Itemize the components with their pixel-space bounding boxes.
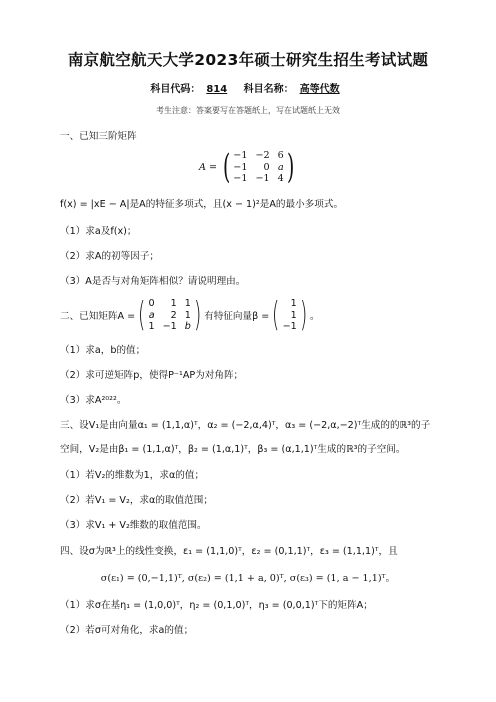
q2-matrix-cell: −1 <box>162 321 177 332</box>
q1-matrix-cell: 6 <box>277 150 284 161</box>
q2-matrix-cell: 1 <box>184 298 191 309</box>
q2-matrix <box>148 298 190 333</box>
q1-matrix-cell: a <box>277 161 284 173</box>
left-paren: ( <box>223 147 231 188</box>
exam-notice: 考生注意：答案要写在答题纸上，写在试题纸上无效 <box>156 106 340 115</box>
q2-part-3: （3）求A²⁰²²。 <box>60 395 127 406</box>
q2-part-1: （1）求a，b的值； <box>60 345 146 356</box>
q1-part-3: （3）A是否与对角矩阵相似？请说明理由。 <box>60 276 246 287</box>
q2-matrix-cell: 1 <box>184 309 191 321</box>
q1-part-2: （2）求A的初等因子； <box>60 251 160 262</box>
q2-matrix-cell: 1 <box>148 321 155 332</box>
q4-part-2: （2）若σ可对角化，求a的值； <box>60 625 194 636</box>
q3-part-1: （1）若V₂的维数为1，求α的值； <box>60 470 205 481</box>
q1-matrix-cell: −1 <box>233 161 248 173</box>
q1-part-1: （1）求a及f(x)； <box>60 226 137 237</box>
q2-matrix-cell: 0 <box>148 298 155 309</box>
right-paren: ) <box>299 295 308 336</box>
q1-matrix-cell: −1 <box>233 150 248 161</box>
q3-line-2: 空间，V₂是由β₁ = (1,1,α)ᵀ，β₂ = (1,α,1)ᵀ，β₃ = (α,1,1)ᵀ生成的ℝ³的子空间。 <box>60 444 406 455</box>
q2-matrix-cell: b <box>184 321 191 332</box>
q2-middle: 有特征向量β = <box>204 311 270 323</box>
q2-matrix-cell: a <box>148 309 155 321</box>
q2-prefix: 二、已知矩阵A = <box>60 311 136 323</box>
q1-heading: 一、已知三阶矩阵 <box>60 131 137 142</box>
q3-line-1: 三、设V₁是由向量α₁ = (1,1,α)ᵀ，α₂ = (−2,α,4)ᵀ，α₃ = (−2,α,−2)ᵀ生成的的ℝ³的子 <box>60 420 431 431</box>
subject-code-label: 科目代码： <box>150 84 201 95</box>
left-paren: ( <box>138 295 146 336</box>
q1-matrix-cell: −1 <box>233 173 248 184</box>
left-paren: ( <box>272 295 280 336</box>
q1-matrix-cell: 4 <box>277 173 284 184</box>
q1-description: f(x) = |xE − A|是A的特征多项式，且(x − 1)²是A的最小多项式。 <box>60 199 344 210</box>
q1-matrix-cell: −2 <box>255 150 270 161</box>
q2-vector-cell: −1 <box>282 321 297 332</box>
q2-vector <box>283 298 297 333</box>
q1-matrix-cell: 0 <box>263 161 270 173</box>
q1-matrix-lhs: A = <box>199 161 218 173</box>
q2-vector-cell: 1 <box>290 309 297 321</box>
right-paren: ) <box>193 295 202 336</box>
q3-part-2: （2）若V₁ = V₂，求α的取值范围； <box>60 495 213 506</box>
q2-matrix-cell: 1 <box>170 298 177 309</box>
right-paren: ) <box>286 147 294 188</box>
subject-name-label: 科目名称： <box>243 84 294 95</box>
q2-statement <box>60 295 320 336</box>
subject-info <box>0 80 496 95</box>
exam-title: 南京航空航天大学2023年硕士研究生招生考试试题 <box>67 51 429 69</box>
q2-suffix: 。 <box>310 311 320 323</box>
subject-name-value: 高等代数 <box>299 84 340 95</box>
q1-matrix <box>233 150 283 185</box>
q2-matrix-cell: 2 <box>170 309 177 321</box>
q1-matrix-block <box>0 147 496 188</box>
q4-equation: σ(ε₁) = (0,−1,1)ᵀ, σ(ε₂) = (1,1 + a, 0)ᵀ, σ(ε₃) = (1, a − 1,1)ᵀ。 <box>100 573 396 584</box>
q4-line-1: 四、设σ为ℝ³上的线性变换，ε₁ = (1,1,0)ᵀ，ε₂ = (0,1,1)ᵀ，ε₃ = (1,1,1)ᵀ，且 <box>60 546 398 557</box>
q4-part-1: （1）求σ在基η₁ = (1,0,0)ᵀ，η₂ = (0,1,0)ᵀ，η₃ = (0,0,1)ᵀ下的矩阵A； <box>60 600 373 611</box>
q1-matrix-cell: −1 <box>255 173 270 184</box>
q3-part-3: （3）求V₁ + V₂维数的取值范围。 <box>60 520 207 531</box>
subject-code-value: 814 <box>206 84 228 95</box>
q2-part-2: （2）求可逆矩阵p，使得P⁻¹AP为对角阵； <box>60 370 244 381</box>
q2-vector-cell: 1 <box>290 298 297 309</box>
